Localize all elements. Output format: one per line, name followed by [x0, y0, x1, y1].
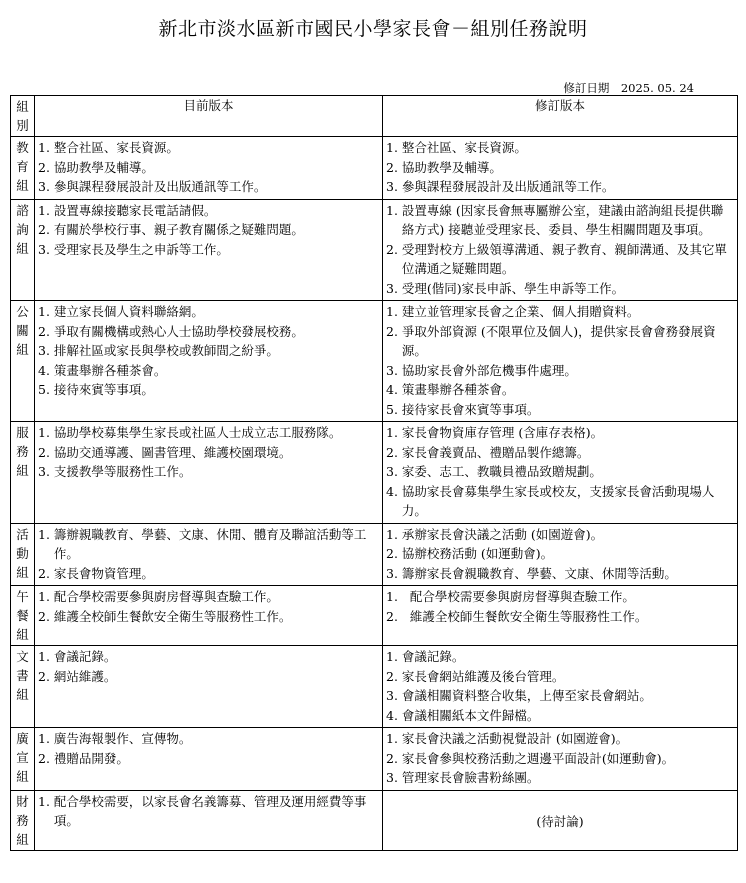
- item-text: 禮贈品開發。: [53, 750, 129, 766]
- item-text: 配合學校需要參與廚房督導與查驗工作。: [53, 589, 279, 604]
- list-item: [386, 667, 734, 687]
- list-item: [38, 443, 379, 463]
- item-text: 會議相關紙本文件歸檔。: [401, 707, 540, 723]
- item-text: 會議相關資料整合收集，上傳至家長會網站。: [401, 688, 652, 703]
- item-number: 1.: [38, 425, 54, 440]
- item-number: 1.: [386, 731, 402, 746]
- list-item: [38, 729, 379, 749]
- list-item: [386, 177, 734, 197]
- list-item: [386, 647, 734, 667]
- group-char: 服: [16, 425, 29, 440]
- list-item: [38, 564, 379, 584]
- current-cell: [35, 790, 383, 850]
- list-item: [38, 525, 379, 564]
- pending-text: (待討論): [536, 813, 584, 829]
- item-number: 1.: [38, 649, 54, 664]
- group-char: 關: [16, 323, 29, 338]
- list-item: [38, 647, 379, 667]
- current-list: [38, 201, 379, 260]
- group-char: 務: [16, 444, 29, 459]
- list-item: [38, 792, 379, 831]
- item-text: 家長會物資管理。: [53, 565, 154, 581]
- table-row: [11, 523, 738, 586]
- item-text: 承辦家長會決議之活動 (如園遊會)。: [401, 526, 604, 542]
- item-number: 3.: [38, 464, 54, 479]
- item-text: 協助家長會外部危機事件處理。: [401, 362, 577, 378]
- table-header-row: [11, 96, 738, 137]
- group-char: 組: [16, 463, 29, 478]
- list-item: [386, 423, 734, 443]
- item-number: 3.: [386, 565, 402, 581]
- list-item: [38, 177, 379, 197]
- item-text: 維護全校師生餐飲安全衛生等服務性工作。: [53, 608, 292, 624]
- item-number: 2.: [38, 750, 54, 766]
- item-text: 整合社區、家長資源。: [53, 140, 179, 155]
- item-number: 2.: [386, 159, 402, 175]
- item-text: 支援教學等服務性工作。: [53, 464, 192, 479]
- revised-list: [386, 729, 734, 788]
- revised-list: [386, 647, 734, 725]
- item-text: 接待來賓等事項。: [53, 382, 154, 397]
- table-row: [11, 586, 738, 646]
- item-text: 建立家長個人資料聯絡網。: [53, 304, 204, 319]
- list-item: [386, 564, 734, 584]
- group-cell: [11, 301, 35, 422]
- table-row: [11, 728, 738, 791]
- item-number: 2.: [386, 750, 402, 766]
- list-item: [38, 158, 379, 178]
- item-number: 2.: [38, 668, 54, 684]
- revised-cell: [383, 137, 738, 200]
- item-number: 3.: [386, 688, 402, 703]
- item-text: 會議記錄。: [401, 649, 465, 664]
- item-text: 參與課程發展設計及出版通訊等工作。: [53, 179, 267, 194]
- current-cell: [35, 301, 383, 422]
- list-item: [386, 302, 734, 322]
- item-number: 2.: [386, 241, 402, 257]
- revised-cell: [383, 790, 738, 850]
- revised-cell: [383, 523, 738, 586]
- item-number: 1.: [38, 526, 54, 542]
- item-text: 家長會物資庫存管理 (含庫存表格)。: [401, 425, 604, 440]
- revised-list: [386, 302, 734, 419]
- current-list: [38, 423, 379, 482]
- item-text: 維護全校師生餐飲安全衛生等服務性工作。: [409, 608, 648, 624]
- item-text: 建立並管理家長會之企業、個人捐贈資料。: [401, 304, 640, 319]
- list-item: [38, 220, 379, 240]
- item-number: 4.: [386, 707, 402, 723]
- item-number: 2.: [38, 222, 54, 237]
- item-text: 會議記錄。: [53, 649, 117, 664]
- group-char: 宣: [16, 750, 29, 765]
- group-cell: [11, 646, 35, 728]
- item-text: 配合學校需要，以家長會名義籌募、管理及運用經費等事項。: [53, 793, 367, 828]
- revision-date: 修訂日期 2025. 05. 24: [563, 81, 694, 95]
- list-item: [386, 201, 734, 240]
- item-number: 1.: [386, 589, 410, 604]
- table-row: [11, 199, 738, 301]
- header-revised: 修訂版本: [383, 96, 738, 137]
- group-char: 諮: [16, 202, 29, 218]
- item-text: 受理(偕同)家長申訴、學生申訴等工作。: [401, 280, 625, 296]
- group-char: 餐: [16, 608, 29, 623]
- list-item: [38, 240, 379, 260]
- list-item: [386, 525, 734, 545]
- task-table: [10, 95, 738, 851]
- revised-cell: [383, 301, 738, 422]
- current-list: [38, 587, 379, 626]
- item-text: 設置專線 (因家長會無專屬辦公室，建議由諮詢組長提供聯絡方式) 接聽並受理家長、委員、學生相關問題及事項。: [401, 202, 724, 237]
- list-item: [386, 544, 734, 564]
- group-char: 組: [16, 564, 29, 580]
- item-text: 排解社區或家長與學校或教師間之紛爭。: [53, 343, 279, 358]
- list-item: [386, 138, 734, 158]
- revised-cell: [383, 646, 738, 728]
- list-item: [38, 341, 379, 361]
- list-item: [386, 322, 734, 361]
- list-item: [38, 380, 379, 400]
- item-text: 家長會網站維護及後台管理。: [401, 668, 565, 684]
- list-item: [386, 400, 734, 420]
- current-list: [38, 138, 379, 197]
- item-number: 2.: [386, 608, 410, 624]
- item-text: 籌辦親職教育、學藝、文康、休閒、體育及聯誼活動等工作。: [53, 526, 367, 561]
- item-text: 家長會義賣品、禮贈品製作總籌。: [401, 444, 590, 460]
- revised-list: [386, 201, 734, 299]
- group-char: 書: [16, 668, 29, 683]
- group-char: 組: [16, 687, 29, 702]
- group-char: 組: [16, 342, 29, 357]
- table-body: [11, 137, 738, 851]
- list-item: [386, 240, 734, 279]
- group-char: 組: [16, 240, 29, 256]
- item-text: 協助教學及輔導。: [53, 159, 154, 175]
- item-text: 協助交通導護、圖書管理、維護校園環境。: [53, 444, 292, 460]
- item-number: 3.: [386, 464, 402, 479]
- group-char: 育: [16, 159, 29, 174]
- item-text: 家長會決議之活動視覺設計 (如園遊會)。: [401, 731, 629, 746]
- list-item: [386, 380, 734, 400]
- list-item: [38, 667, 379, 687]
- group-cell: [11, 199, 35, 301]
- item-text: 受理家長及學生之申訴等工作。: [53, 241, 229, 257]
- item-number: 3.: [386, 179, 402, 194]
- list-item: [386, 462, 734, 482]
- revised-cell: [383, 586, 738, 646]
- group-char: 務: [16, 812, 29, 828]
- revised-cell: [383, 728, 738, 791]
- list-item: [386, 587, 734, 607]
- item-text: 管理家長會臉書粉絲團。: [401, 770, 540, 785]
- page-title: 新北市淡水區新市國民小學家長會－組別任務說明: [158, 18, 588, 40]
- current-cell: [35, 199, 383, 301]
- revised-list: [386, 587, 734, 626]
- item-number: 5.: [38, 382, 54, 397]
- item-text: 配合學校需要參與廚房督導與查驗工作。: [409, 589, 635, 604]
- item-number: 3.: [386, 770, 402, 785]
- item-text: 有關於學校行事、親子教育關係之疑難問題。: [53, 222, 304, 237]
- current-cell: [35, 523, 383, 586]
- current-cell: [35, 422, 383, 524]
- header-current: 目前版本: [35, 96, 383, 137]
- table-row: [11, 790, 738, 850]
- table-row: [11, 422, 738, 524]
- item-text: 廣告海報製作、宣傳物。: [53, 731, 192, 746]
- item-text: 爭取外部資源 (不限單位及個人)，提供家長會會務發展資源。: [401, 323, 716, 358]
- list-item: [38, 302, 379, 322]
- list-item: [386, 706, 734, 726]
- item-number: 3.: [38, 241, 54, 257]
- list-item: [386, 443, 734, 463]
- item-text: 策畫舉辦各種茶會。: [401, 382, 515, 397]
- group-char: 詢: [16, 221, 29, 237]
- group-char: 動: [16, 545, 29, 561]
- list-item: [38, 607, 379, 627]
- list-item: [386, 279, 734, 299]
- item-text: 家委、志工、教職員禮品致贈規劃。: [401, 464, 602, 479]
- group-char: 廣: [16, 731, 29, 746]
- current-list: [38, 302, 379, 400]
- list-item: [386, 686, 734, 706]
- table-row: [11, 646, 738, 728]
- item-text: 協助家長會募集學生家長或校友，支援家長會活動現場人力。: [401, 483, 715, 518]
- current-list: [38, 647, 379, 686]
- current-cell: [35, 646, 383, 728]
- item-text: 受理對校方上級領導溝通、親子教育、親師溝通、及其它單位溝通之疑難問題。: [401, 241, 727, 276]
- revised-list: [386, 525, 734, 584]
- item-number: 3.: [386, 362, 402, 378]
- item-number: 1.: [386, 304, 402, 319]
- item-text: 策畫舉辦各種茶會。: [53, 362, 167, 378]
- group-char: 午: [16, 589, 29, 604]
- item-number: 5.: [386, 401, 402, 417]
- current-list: [38, 729, 379, 768]
- item-number: 2.: [386, 546, 402, 561]
- item-number: 3.: [38, 179, 54, 194]
- item-number: 4.: [386, 483, 402, 499]
- list-item: [38, 749, 379, 769]
- list-item: [38, 423, 379, 443]
- item-number: 2.: [38, 565, 54, 581]
- item-number: 3.: [386, 280, 402, 296]
- group-cell: [11, 790, 35, 850]
- current-list: [38, 792, 379, 831]
- item-text: 設置專線接聽家長電話請假。: [53, 202, 217, 218]
- group-char: 活: [16, 526, 29, 542]
- item-number: 1.: [386, 202, 402, 218]
- item-text: 家長會參與校務活動之週邊平面設計(如運動會)。: [401, 750, 675, 766]
- item-number: 1.: [38, 140, 54, 155]
- list-item: [38, 322, 379, 342]
- list-item: [38, 587, 379, 607]
- group-char: 公: [16, 304, 29, 319]
- list-item: [386, 749, 734, 769]
- group-char: 組: [16, 178, 29, 193]
- item-number: 4.: [38, 362, 54, 378]
- item-text: 參與課程發展設計及出版通訊等工作。: [401, 179, 615, 194]
- list-item: [386, 729, 734, 749]
- list-item: [38, 462, 379, 482]
- revised-cell: [383, 422, 738, 524]
- list-item: [386, 768, 734, 788]
- group-char: 財: [16, 793, 29, 809]
- item-text: 協助教學及輔導。: [401, 159, 502, 175]
- group-cell: [11, 586, 35, 646]
- item-number: 3.: [38, 343, 54, 358]
- header-group: [11, 96, 35, 137]
- list-item: [386, 361, 734, 381]
- item-number: 1.: [386, 526, 402, 542]
- group-cell: [11, 422, 35, 524]
- list-item: [38, 361, 379, 381]
- item-number: 2.: [38, 323, 54, 339]
- item-number: 2.: [386, 323, 402, 339]
- list-item: [386, 607, 734, 627]
- item-number: 1.: [38, 304, 54, 319]
- table-row: [11, 301, 738, 422]
- list-item: [386, 158, 734, 178]
- item-text: 協助學校募集學生家長或社區人士成立志工服務隊。: [53, 425, 342, 440]
- header-group-text: 組 別: [16, 99, 29, 133]
- item-number: 1.: [386, 425, 402, 440]
- current-list: [38, 525, 379, 584]
- list-item: [38, 138, 379, 158]
- item-text: 協辦校務活動 (如運動會)。: [401, 546, 554, 561]
- item-number: 2.: [38, 608, 54, 624]
- table-row: [11, 137, 738, 200]
- current-cell: [35, 728, 383, 791]
- item-number: 1.: [386, 140, 402, 155]
- item-text: 籌辦家長會親職教育、學藝、文康、休閒等活動。: [401, 565, 677, 581]
- item-number: 2.: [386, 444, 402, 460]
- revised-cell: [383, 199, 738, 301]
- item-number: 1.: [38, 202, 54, 218]
- item-number: 1.: [38, 731, 54, 746]
- group-char: 組: [16, 769, 29, 784]
- group-char: 組: [16, 831, 29, 847]
- item-text: 整合社區、家長資源。: [401, 140, 527, 155]
- group-char: 文: [16, 649, 29, 664]
- group-cell: [11, 523, 35, 586]
- item-text: 爭取有關機構或熱心人士協助學校發展校務。: [53, 323, 304, 339]
- item-number: 1.: [386, 649, 402, 664]
- current-cell: [35, 586, 383, 646]
- item-text: 網站維護。: [53, 668, 117, 684]
- revised-list: [386, 423, 734, 521]
- item-number: 1.: [38, 589, 54, 604]
- group-cell: [11, 137, 35, 200]
- item-text: 接待家長會來賓等事項。: [401, 401, 540, 417]
- item-number: 2.: [38, 159, 54, 175]
- list-item: [386, 482, 734, 521]
- list-item: [38, 201, 379, 221]
- revised-list: [386, 138, 734, 197]
- group-char: 組: [16, 627, 29, 642]
- item-number: 2.: [38, 444, 54, 460]
- item-number: 4.: [386, 382, 402, 397]
- current-cell: [35, 137, 383, 200]
- item-number: 1.: [38, 793, 54, 809]
- group-char: 教: [16, 140, 29, 155]
- group-cell: [11, 728, 35, 791]
- item-number: 2.: [386, 668, 402, 684]
